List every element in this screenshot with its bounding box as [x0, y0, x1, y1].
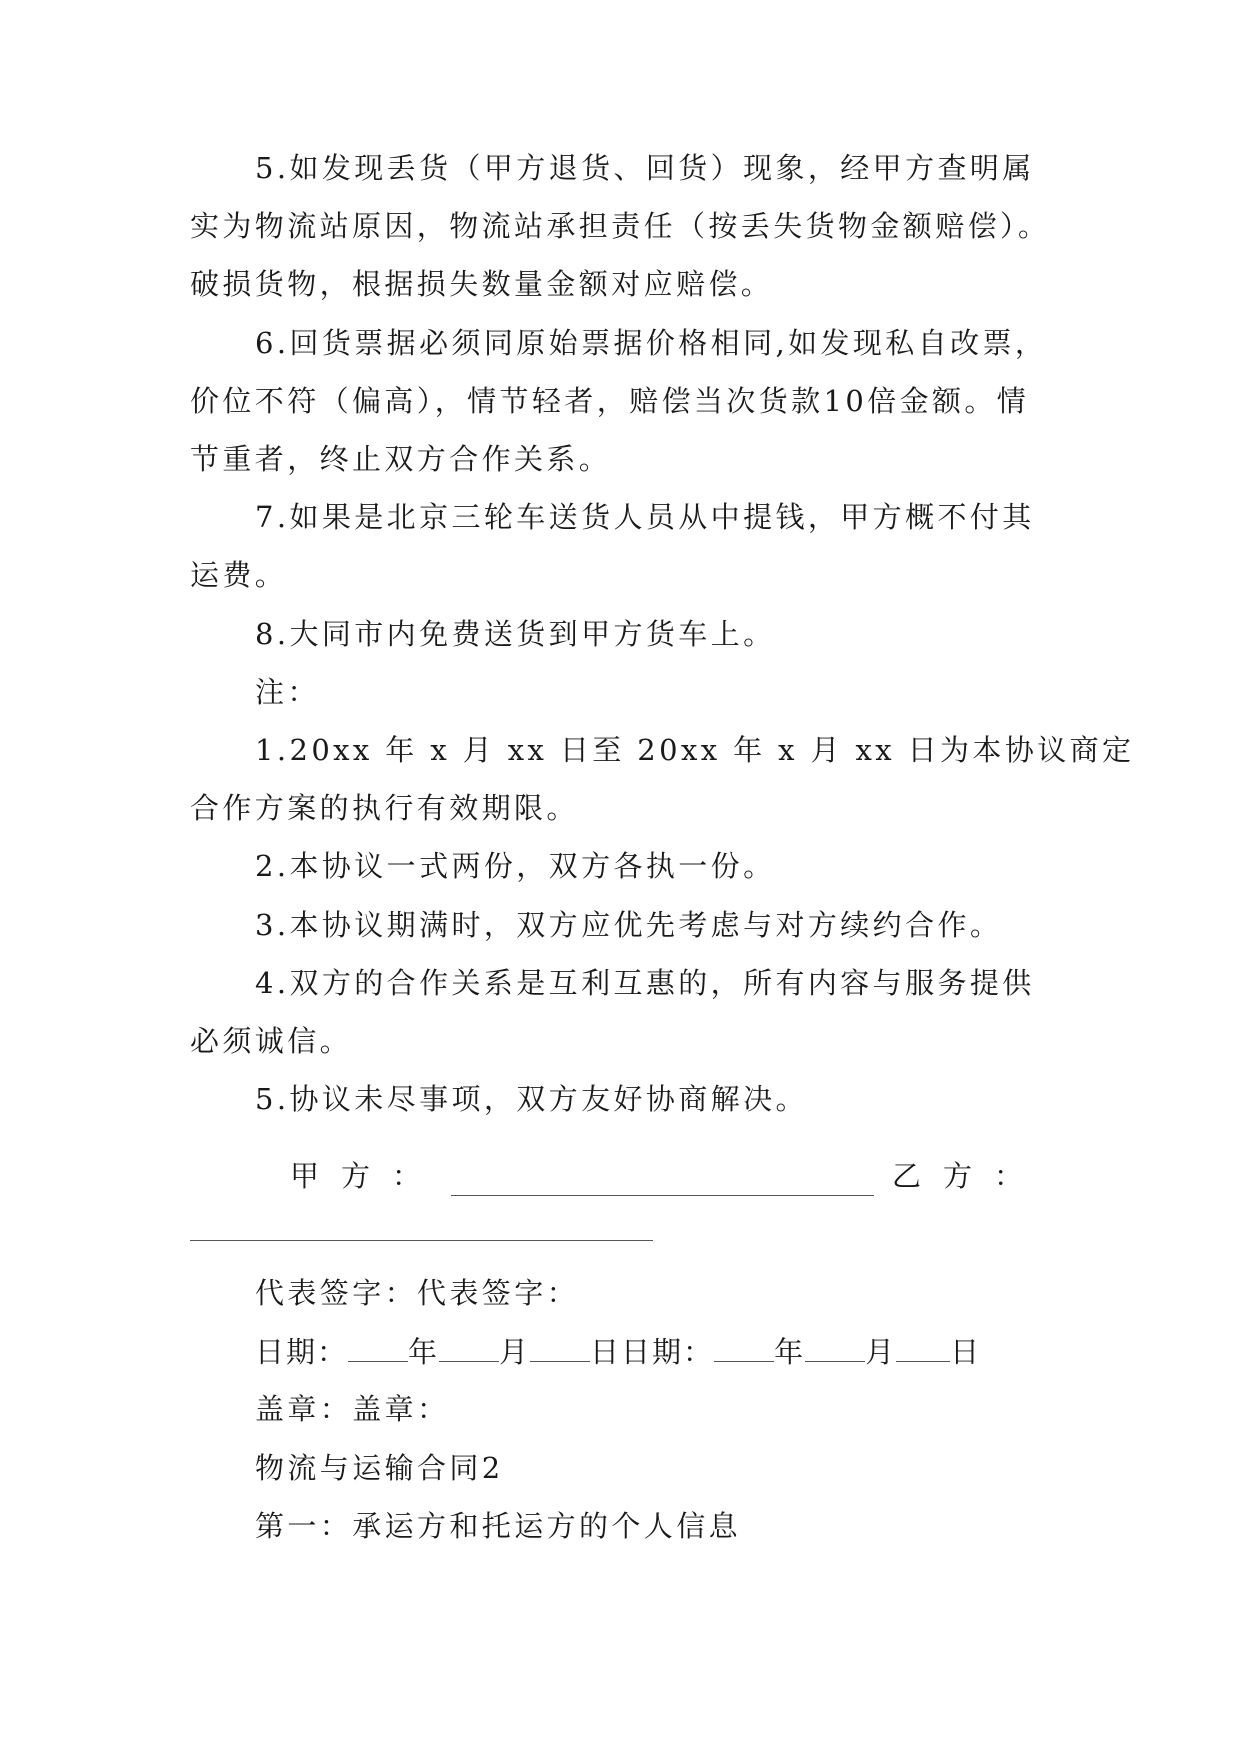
representative-signature-label: 代表签字：代表签字：: [255, 1276, 580, 1310]
clause-5-line-2: 实为物流站原因，物流站承担责任（按丢失货物金额赔偿）。: [190, 209, 1051, 243]
clause-7-line-2: 运费。: [190, 558, 288, 592]
date-a-year-blank[interactable]: [348, 1331, 408, 1362]
note-5-line-1: 5.协议未尽事项，双方友好协商解决。: [255, 1082, 808, 1116]
clause-5-line-1: 5.如发现丢货（甲方退货、回货）现象，经甲方查明属: [255, 151, 1035, 185]
seal-label: 盖章：盖章：: [255, 1392, 450, 1426]
party-b-signature-line[interactable]: [190, 1240, 653, 1241]
date-b-year-label: 年: [774, 1335, 806, 1369]
note-4-line-1: 4.双方的合作关系是互利互惠的，所有内容与服务提供: [255, 966, 1035, 1000]
clause-5-line-3: 破损货物，根据损失数量金额对应赔偿。: [190, 267, 774, 301]
note-1-line-2: 合作方案的执行有效期限。: [190, 791, 579, 825]
date-a-day-blank[interactable]: [530, 1331, 590, 1362]
date-b-day-label: 日: [950, 1335, 982, 1369]
party-a-signature-line[interactable]: [451, 1165, 874, 1196]
clause-7-line-1: 7.如果是北京三轮车送货人员从中提钱，甲方概不付其: [255, 500, 1035, 534]
signature-party-row: [290, 1156, 1045, 1196]
date-b-month-label: 月: [865, 1335, 897, 1369]
note-label: 注：: [255, 675, 320, 709]
date-label-b: 日日期：: [590, 1335, 715, 1369]
clause-8-line-1: 8.大同市内免费送货到甲方货车上。: [255, 617, 776, 651]
party-a-label: 甲方：: [290, 1159, 444, 1193]
next-contract-title: 物流与运输合同2: [255, 1451, 504, 1485]
date-b-month-blank[interactable]: [805, 1331, 865, 1362]
clause-6-line-1: 6.回货票据必须同原始票据价格相同,如发现私自改票，: [255, 326, 1048, 360]
date-label-a: 日期：: [255, 1335, 349, 1369]
party-b-label: 乙方：: [891, 1159, 1045, 1193]
clause-6-line-2: 价位不符（偏高），情节轻者，赔偿当次货款10倍金额。情: [190, 384, 1030, 418]
note-2-line-1: 2.本协议一式两份，双方各执一份。: [255, 849, 776, 883]
note-4-line-2: 必须诚信。: [190, 1024, 353, 1058]
date-a-month-label: 月: [499, 1335, 531, 1369]
note-1-line-1: 1.20xx 年 x 月 xx 日至 20xx 年 x 月 xx 日为本协议商定: [255, 733, 1135, 767]
date-b-day-blank[interactable]: [896, 1331, 950, 1362]
next-section-heading: 第一：承运方和托运方的个人信息: [255, 1509, 742, 1543]
date-b-year-blank[interactable]: [714, 1331, 774, 1362]
note-3-line-1: 3.本协议期满时，双方应优先考虑与对方续约合作。: [255, 908, 1003, 942]
clause-6-line-3: 节重者，终止双方合作关系。: [190, 442, 612, 476]
date-a-year-label: 年: [408, 1335, 440, 1369]
date-row: [255, 1331, 981, 1372]
date-a-month-blank[interactable]: [439, 1331, 499, 1362]
